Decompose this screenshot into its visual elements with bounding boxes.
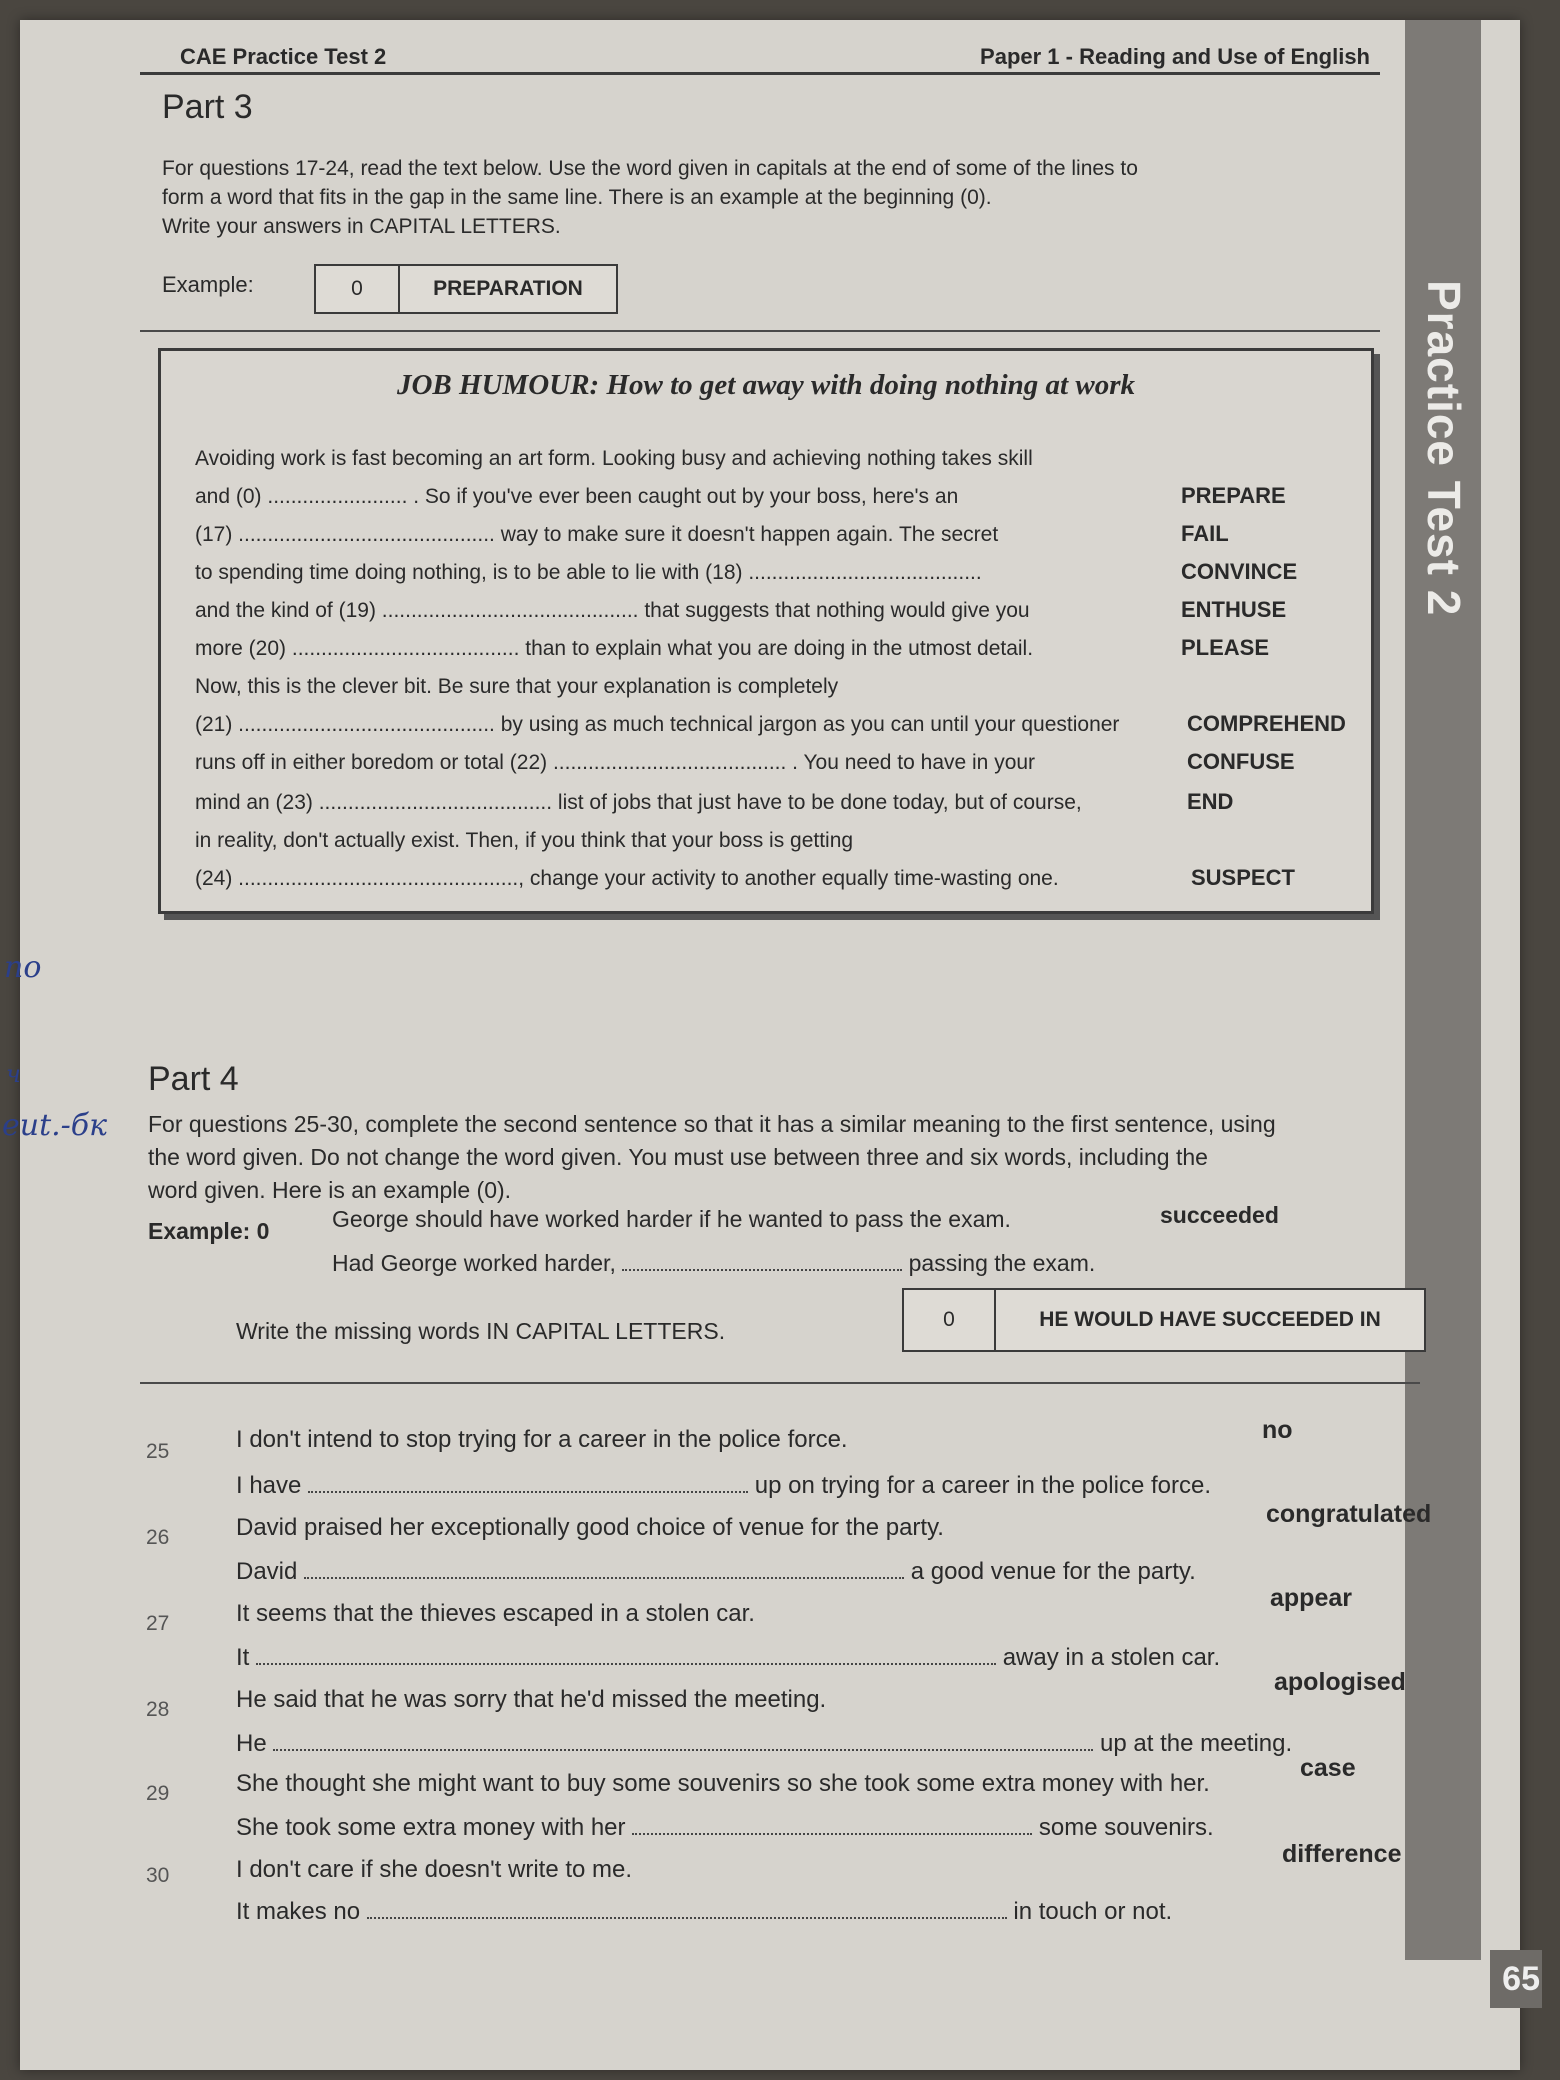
question-key-word: difference (1282, 1840, 1402, 1868)
example-second-start: Had George worked harder, (332, 1250, 616, 1276)
text-line: (21) ............................................ by using as much technical jargon as you can until your questioner (195, 713, 1120, 736)
text-line: Now, this is the clever bit. Be sure that your explanation is completely (195, 675, 839, 698)
sentence-start: It (236, 1644, 250, 1671)
keyword: END (1187, 789, 1234, 814)
text-line: to spending time doing nothing, is to be able to lie with (18) ........................................ (195, 561, 982, 584)
divider (140, 1382, 1420, 1384)
text-line: mind an (23) ........................................ list of jobs that just have to be done today, but of course, (195, 791, 1082, 814)
part3-example-label: Example: (162, 272, 254, 297)
question-key-word: case (1300, 1754, 1356, 1782)
example-number: 0 (256, 1218, 270, 1244)
sentence-start: He (236, 1730, 267, 1757)
answer-gap[interactable] (367, 1899, 1007, 1919)
part3-instruction-line: For questions 17-24, read the text below. Use the word given in capitals at the end of some of the lines to (162, 157, 1138, 180)
running-head-left: CAE Practice Test 2 (180, 44, 387, 69)
sentence-end: up at the meeting. (1100, 1730, 1293, 1757)
question-first-sentence: David praised her exceptionally good choice of venue for the party. (236, 1514, 944, 1541)
question-first-sentence: It seems that the thieves escaped in a stolen car. (236, 1600, 755, 1627)
example-label: Example: (148, 1218, 251, 1244)
question-first-sentence: I don't intend to stop trying for a career in the police force. (236, 1426, 848, 1453)
question-key-word: no (1262, 1416, 1293, 1444)
text-line: in reality, don't actually exist. Then, if you think that your boss is getting (195, 829, 854, 852)
sentence-end: up on trying for a career in the police force. (754, 1472, 1211, 1499)
write-instruction: Write the missing words IN CAPITAL LETTERS. (236, 1318, 726, 1344)
part3-example-number: 0 (316, 266, 400, 312)
question-key-word: apologised (1274, 1668, 1406, 1696)
part4-instruction-line: word given. Here is an example (0). (148, 1177, 512, 1203)
text-line: more (20) ....................................... than to explain what you are doing in the utmost detail. (195, 637, 1034, 660)
question-second-sentence (236, 1558, 1196, 1586)
question-second-sentence (236, 1814, 1214, 1842)
part3-heading: Part 3 (162, 88, 253, 126)
handwritten-note: ч (6, 1060, 21, 1088)
keyword: FAIL (1181, 521, 1229, 546)
text-line: (24) ................................................, change your activity to another equally time-wasting one. (195, 867, 1059, 890)
question-key-word: appear (1270, 1584, 1352, 1612)
text-box (158, 348, 1374, 914)
example-second-end: passing the exam. (908, 1250, 1096, 1276)
part3-instruction-line: form a word that fits in the gap in the same line. There is an example at the beginning (0). (162, 186, 992, 209)
book-page (20, 20, 1520, 2070)
part3-instructions (162, 154, 1392, 241)
text-line: (17) ............................................ way to make sure it doesn't happen again. The secret (195, 523, 999, 546)
running-head (140, 42, 1380, 75)
handwritten-note: eut.-бк (2, 1108, 108, 1143)
sentence-end: a good venue for the party. (910, 1558, 1196, 1585)
sentence-end: away in a stolen car. (1002, 1644, 1221, 1671)
text-line: runs off in either boredom or total (22) ........................................ . You need to have in your (195, 751, 1036, 774)
question-number: 29 (146, 1782, 170, 1805)
part4-instruction-line: For questions 25-30, complete the second sentence so that it has a similar meaning to the first sentence, using (148, 1111, 1276, 1137)
text-box-title: JOB HUMOUR: How to get away with doing nothing at work (396, 369, 1135, 401)
answer-gap[interactable] (256, 1645, 996, 1665)
keyword: PREPARE (1181, 483, 1286, 508)
keyword: COMPREHEND (1187, 711, 1346, 736)
question-first-sentence: She thought she might want to buy some souvenirs so she took some extra money with her. (236, 1770, 1210, 1797)
question-second-sentence (236, 1898, 1172, 1926)
part3-instruction-line: Write your answers in CAPITAL LETTERS. (162, 215, 561, 238)
sentence-start: I have (236, 1472, 302, 1499)
question-number: 26 (146, 1526, 170, 1549)
keyword: PLEASE (1181, 635, 1270, 660)
question-first-sentence: He said that he was sorry that he'd missed the meeting. (236, 1686, 827, 1713)
divider (140, 330, 1380, 332)
example-first-sentence: George should have worked harder if he wanted to pass the exam. (332, 1206, 1011, 1232)
text-line: and the kind of (19) ............................................ that suggests that nothing would give you (195, 599, 1030, 622)
answer-gap (622, 1251, 902, 1271)
running-head-right: Paper 1 - Reading and Use of English (980, 44, 1370, 69)
part4-answer-text: HE WOULD HAVE SUCCEEDED IN (1039, 1308, 1381, 1331)
question-second-sentence (236, 1472, 1211, 1500)
sentence-end: in touch or not. (1013, 1898, 1173, 1925)
answer-gap[interactable] (304, 1559, 904, 1579)
page-number: 65 (1490, 1950, 1542, 2008)
sidebar-title: Practice Test 2 (1418, 280, 1470, 617)
part3-example-box (314, 264, 618, 314)
text-line: and (0) ........................ . So if you've ever been caught out by your boss, here's an (195, 485, 959, 508)
sentence-start: David (236, 1558, 298, 1585)
handwritten-note: no (4, 950, 42, 985)
answer-gap[interactable] (273, 1731, 1093, 1751)
part3-example-answer: PREPARATION (433, 277, 583, 300)
sentence-end: some souvenirs. (1038, 1814, 1214, 1841)
part4-answer-number: 0 (904, 1290, 996, 1350)
question-first-sentence: I don't care if she doesn't write to me. (236, 1856, 633, 1883)
part4-heading: Part 4 (148, 1060, 239, 1098)
question-number: 25 (146, 1440, 170, 1463)
sentence-start: It makes no (236, 1898, 361, 1925)
part4-instruction-line: the word given. Do not change the word given. You must use between three and six words, including the (148, 1144, 1208, 1170)
keyword: CONVINCE (1181, 559, 1298, 584)
question-second-sentence (236, 1730, 1292, 1758)
question-number: 27 (146, 1612, 170, 1635)
question-second-sentence (236, 1644, 1220, 1672)
keyword: ENTHUSE (1181, 597, 1287, 622)
answer-gap[interactable] (308, 1473, 748, 1493)
sentence-start: She took some extra money with her (236, 1814, 626, 1841)
keyword: SUSPECT (1191, 865, 1295, 890)
part4-instructions (148, 1108, 1378, 1207)
answer-gap[interactable] (632, 1815, 1032, 1835)
part4-example-label (148, 1218, 269, 1245)
example-key-word: succeeded (1160, 1202, 1279, 1228)
example-second-sentence (332, 1250, 1095, 1277)
question-number: 30 (146, 1864, 170, 1887)
part4-answer-box (902, 1288, 1426, 1352)
question-key-word: congratulated (1266, 1500, 1432, 1528)
question-number: 28 (146, 1698, 170, 1721)
keyword: CONFUSE (1187, 749, 1295, 774)
text-line: Avoiding work is fast becoming an art form. Looking busy and achieving nothing takes skill (195, 447, 1033, 470)
